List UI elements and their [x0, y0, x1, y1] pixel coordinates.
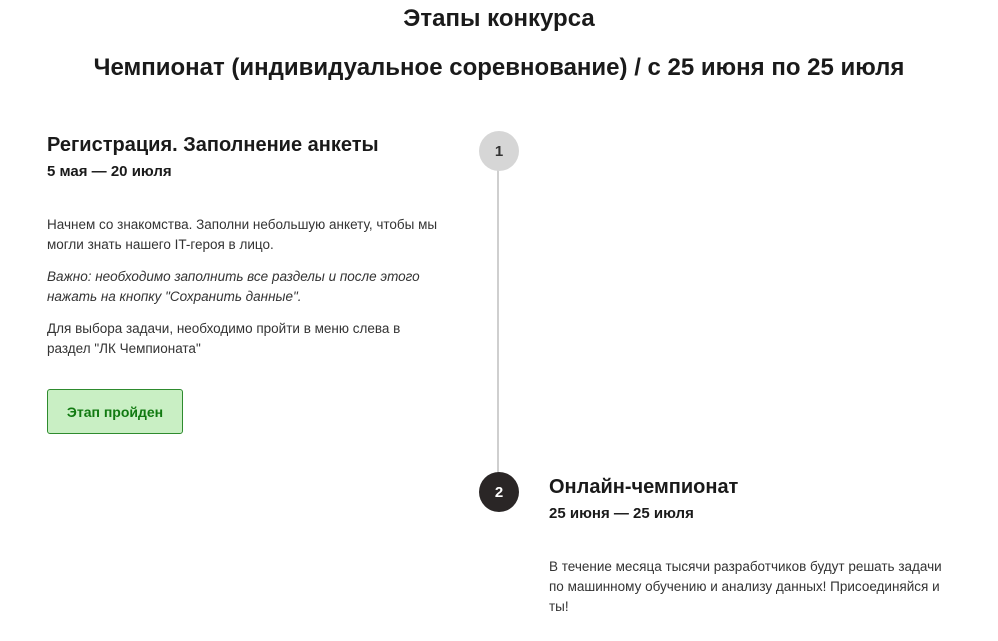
timeline-line [497, 166, 499, 478]
step-1-circle: 1 [479, 131, 519, 171]
stage-online-championship [549, 474, 949, 617]
stage-title: Онлайн-чемпионат [549, 476, 739, 498]
stage-important-note: Важно: необходимо заполнить все разделы и после этого нажать на кнопку "Сохранить данные". [47, 269, 420, 304]
page-subtitle: Чемпионат (индивидуальное соревнование) / с 25 июня по 25 июля [93, 54, 905, 81]
page-title: Этапы конкурса [403, 5, 595, 32]
stage-dates: 25 июня — 25 июля [549, 505, 694, 522]
stage-registration [47, 132, 447, 434]
stage-description: В течение месяца тысячи разработчиков будут решать задачи по машинному обучению и анализу данных! Присоединяйся и ты! [549, 559, 942, 614]
stage-dates: 5 мая — 20 июля [47, 163, 172, 180]
stage-instruction: Для выбора задачи, необходимо пройти в меню слева в раздел "ЛК Чемпионата" [47, 321, 401, 356]
stage-description: Начнем со знакомства. Заполни небольшую анкету, чтобы мы могли знать нашего IT-героя в лицо. [47, 217, 438, 252]
stage-completed-button[interactable]: Этап пройден [47, 389, 183, 434]
stage-title: Регистрация. Заполнение анкеты [47, 134, 379, 156]
step-2-circle: 2 [479, 472, 519, 512]
